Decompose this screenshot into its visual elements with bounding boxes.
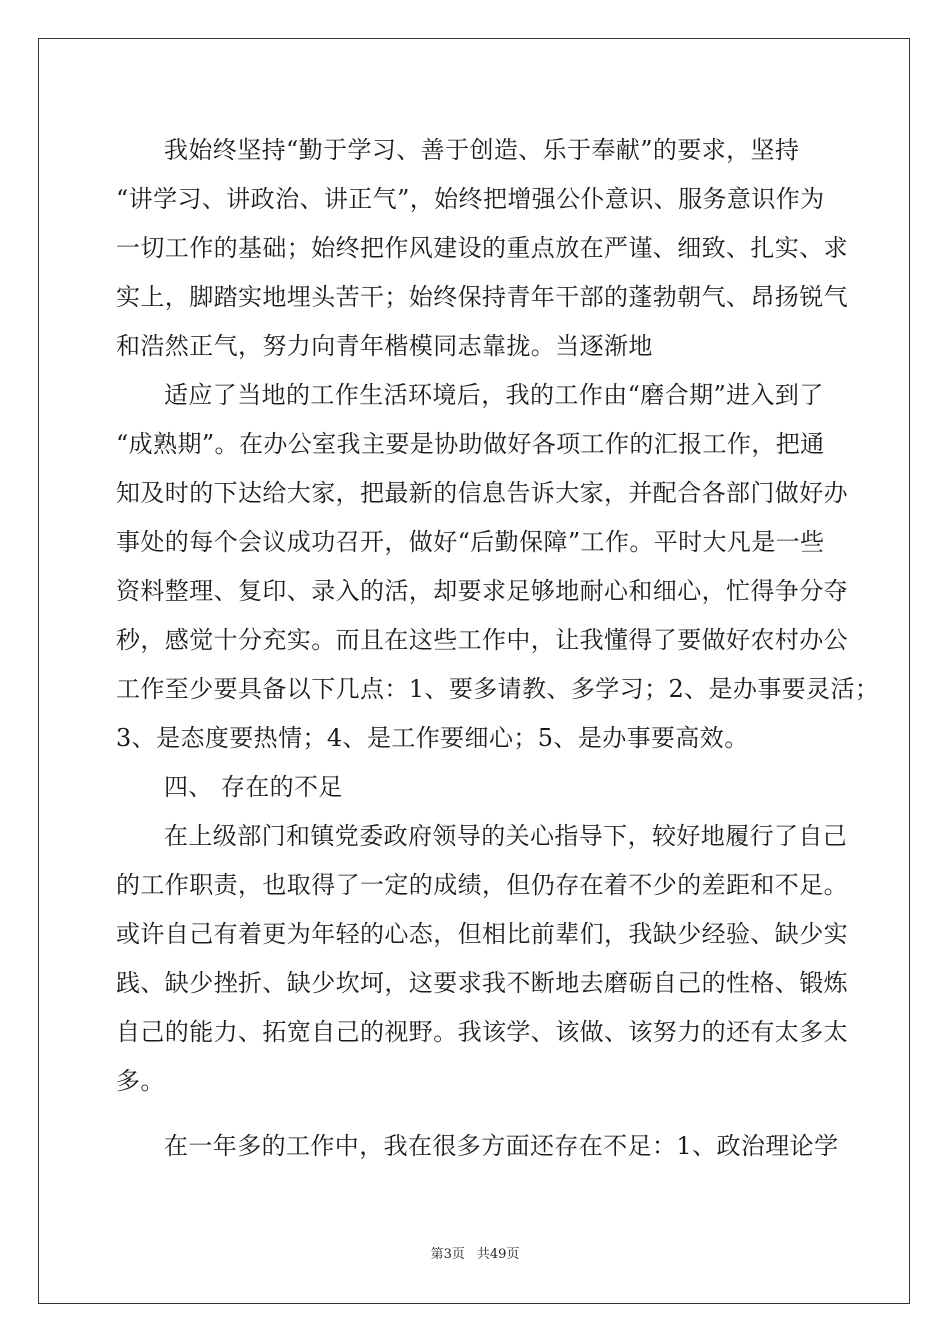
paragraph-line: 资料整理、复印、录入的活，却要求足够地耐心和细心，忙得争分夺 [116, 577, 848, 605]
paragraph-line: 实上，脚踏实地埋头苦干；始终保持青年干部的蓬勃朝气、昂扬锐气 [116, 283, 848, 311]
paragraph-line: 在一年多的工作中，我在很多方面还存在不足：1、政治理论学 [164, 1132, 839, 1160]
paragraph-line: 自己的能力、拓宽自己的视野。我该学、该做、该努力的还有太多太 [116, 1018, 848, 1046]
paragraph-line: 适应了当地的工作生活环境后，我的工作由“磨合期”进入到了 [164, 381, 824, 409]
paragraph-line: “讲学习、讲政治、讲正气”，始终把增强公仆意识、服务意识作为 [116, 185, 825, 213]
paragraph-line: 秒，感觉十分充实。而且在这些工作中，让我懂得了要做好农村办公 [116, 626, 848, 654]
paragraph-line: 和浩然正气，努力向青年楷模同志靠拢。当逐渐地 [116, 332, 653, 360]
paragraph-line: “成熟期”。在办公室我主要是协助做好各项工作的汇报工作，把通 [116, 430, 825, 458]
paragraph-line: 一切工作的基础；始终把作风建设的重点放在严谨、细致、扎实、求 [116, 234, 848, 262]
paragraph-line: 在上级部门和镇党委政府领导的关心指导下，较好地履行了自己 [164, 822, 848, 850]
paragraph-line: 工作至少要具备以下几点：1、要多请教、多学习；2、是办事要灵活； [116, 675, 880, 703]
page-footer [0, 1246, 950, 1264]
paragraph-line: 我始终坚持“勤于学习、善于创造、乐于奉献”的要求，坚持 [164, 136, 800, 164]
paragraph-line: 的工作职责，也取得了一定的成绩，但仍存在着不少的差距和不足。 [116, 871, 848, 899]
paragraph-line: 践、缺少挫折、缺少坎坷，这要求我不断地去磨砺自己的性格、锻炼 [116, 969, 848, 997]
page-number: 第3页 [430, 1247, 465, 1262]
paragraph-line: 3、是态度要热情；4、是工作要细心；5、是办事要高效。 [116, 724, 749, 752]
paragraph-line: 或许自己有着更为年轻的心态，但相比前辈们，我缺少经验、缺少实 [116, 920, 848, 948]
paragraph-line: 知及时的下达给大家，把最新的信息告诉大家，并配合各部门做好办 [116, 479, 848, 507]
section-heading: 四、 存在的不足 [164, 773, 343, 801]
page-total: 共49页 [476, 1247, 520, 1262]
paragraph-line: 事处的每个会议成功召开，做好“后勤保障”工作。平时大凡是一些 [116, 528, 825, 556]
paragraph-line: 多。 [116, 1067, 165, 1095]
page-border [38, 38, 910, 1304]
